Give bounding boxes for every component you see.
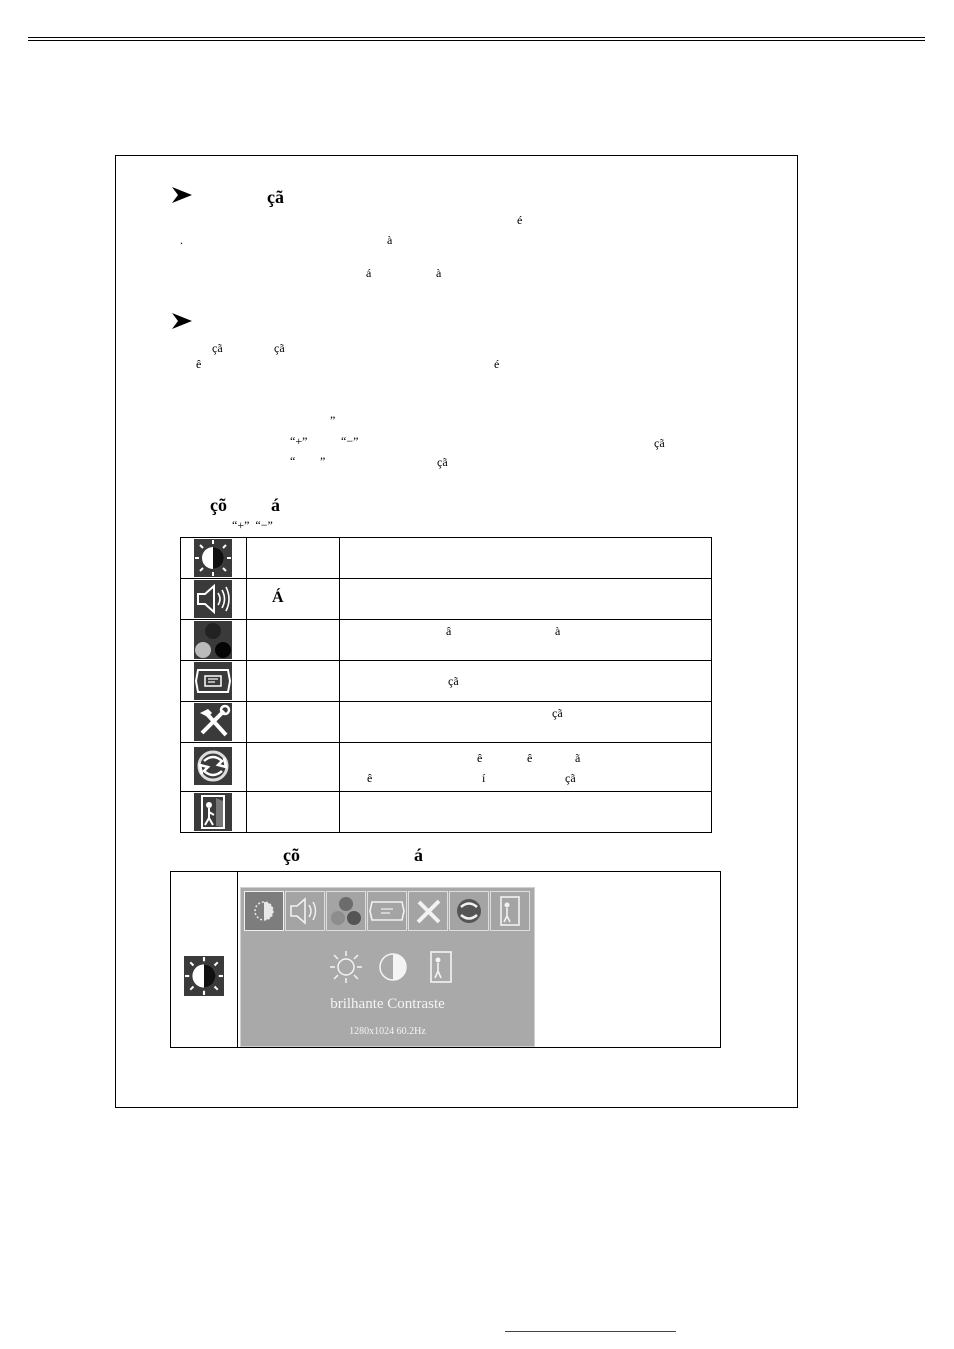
menu-name-audio: Á bbox=[272, 589, 284, 606]
table-row bbox=[181, 743, 712, 792]
arrow-bullet-icon-2 bbox=[172, 313, 192, 329]
table-row bbox=[181, 702, 712, 743]
footer-link-underline[interactable] bbox=[505, 1331, 676, 1332]
text-fragment: ê bbox=[196, 357, 202, 371]
text-fragment: çã bbox=[654, 436, 665, 450]
text-fragment: ” bbox=[330, 413, 336, 427]
screen-heading-a: çõ bbox=[283, 845, 300, 865]
osd-tab-color[interactable] bbox=[326, 891, 366, 931]
desc-char: ê bbox=[477, 751, 483, 765]
desc-char: çã bbox=[565, 771, 576, 785]
section1-heading: çã bbox=[267, 187, 284, 207]
contrast-icon bbox=[378, 952, 408, 982]
table-row bbox=[181, 661, 712, 702]
text-fragment: “−” bbox=[341, 434, 359, 448]
table-row bbox=[181, 538, 712, 579]
exit-icon-small bbox=[427, 950, 455, 984]
text-fragment: . bbox=[180, 233, 183, 247]
desc-char: â bbox=[446, 624, 452, 638]
text-fragment: à bbox=[387, 233, 393, 247]
desc-char: à bbox=[555, 624, 561, 638]
screen-heading-b: á bbox=[414, 845, 423, 865]
text-fragment: “+” bbox=[290, 434, 308, 448]
desc-char: çã bbox=[448, 674, 459, 688]
speaker-icon bbox=[286, 892, 324, 930]
text-fragment: é bbox=[494, 357, 500, 371]
brightness-contrast-icon-large bbox=[184, 956, 224, 996]
text-fragment: “ bbox=[290, 454, 296, 468]
reset-icon bbox=[194, 747, 232, 785]
speaker-icon bbox=[194, 580, 232, 618]
osd-panel bbox=[240, 887, 535, 1047]
desc-char: çã bbox=[552, 706, 563, 720]
text-fragment: à bbox=[436, 266, 442, 280]
monitor-icon bbox=[368, 892, 406, 930]
sun-icon bbox=[329, 950, 363, 984]
osd-tab-audio[interactable] bbox=[285, 891, 325, 931]
osd-tab-reset[interactable] bbox=[449, 891, 489, 931]
menu-subline: “+” “−” bbox=[232, 518, 273, 532]
osd-tab-tools[interactable] bbox=[408, 891, 448, 931]
brightness-contrast-icon bbox=[245, 892, 283, 930]
menu-heading-b: á bbox=[271, 495, 280, 515]
table-row bbox=[181, 620, 712, 661]
frame-divider bbox=[237, 872, 238, 1047]
brightness-contrast-icon bbox=[194, 539, 232, 577]
text-fragment: é bbox=[517, 213, 523, 227]
desc-char: í bbox=[482, 771, 486, 785]
desc-char: ê bbox=[367, 771, 373, 785]
tools-icon bbox=[409, 892, 447, 930]
arrow-bullet-icon bbox=[172, 187, 192, 203]
table-row bbox=[181, 792, 712, 833]
desc-char: ã bbox=[575, 751, 581, 765]
color-dots-icon bbox=[327, 892, 365, 930]
osd-labels: brilhante Contraste bbox=[330, 996, 445, 1012]
desc-char: ê bbox=[527, 751, 533, 765]
table-row bbox=[181, 579, 712, 620]
osd-tab-brightness[interactable] bbox=[244, 891, 284, 931]
exit-icon bbox=[194, 793, 232, 831]
osd-menu-table bbox=[180, 537, 712, 833]
osd-tab-exit[interactable] bbox=[490, 891, 530, 931]
text-fragment: çã bbox=[274, 341, 285, 355]
menu-heading-a: çõ bbox=[210, 495, 227, 515]
tools-icon bbox=[194, 703, 232, 741]
text-fragment: çã bbox=[212, 341, 223, 355]
color-dots-icon bbox=[194, 621, 232, 659]
monitor-icon bbox=[194, 662, 232, 700]
top-rule-second bbox=[28, 40, 925, 41]
text-fragment: á bbox=[366, 266, 372, 280]
text-fragment: ” bbox=[320, 454, 326, 468]
reset-icon bbox=[450, 892, 488, 930]
exit-icon bbox=[491, 892, 529, 930]
text-fragment: çã bbox=[437, 455, 448, 469]
osd-resolution: 1280x1024 60.2Hz bbox=[349, 1026, 426, 1037]
osd-tab-image[interactable] bbox=[367, 891, 407, 931]
top-rule bbox=[28, 37, 925, 38]
